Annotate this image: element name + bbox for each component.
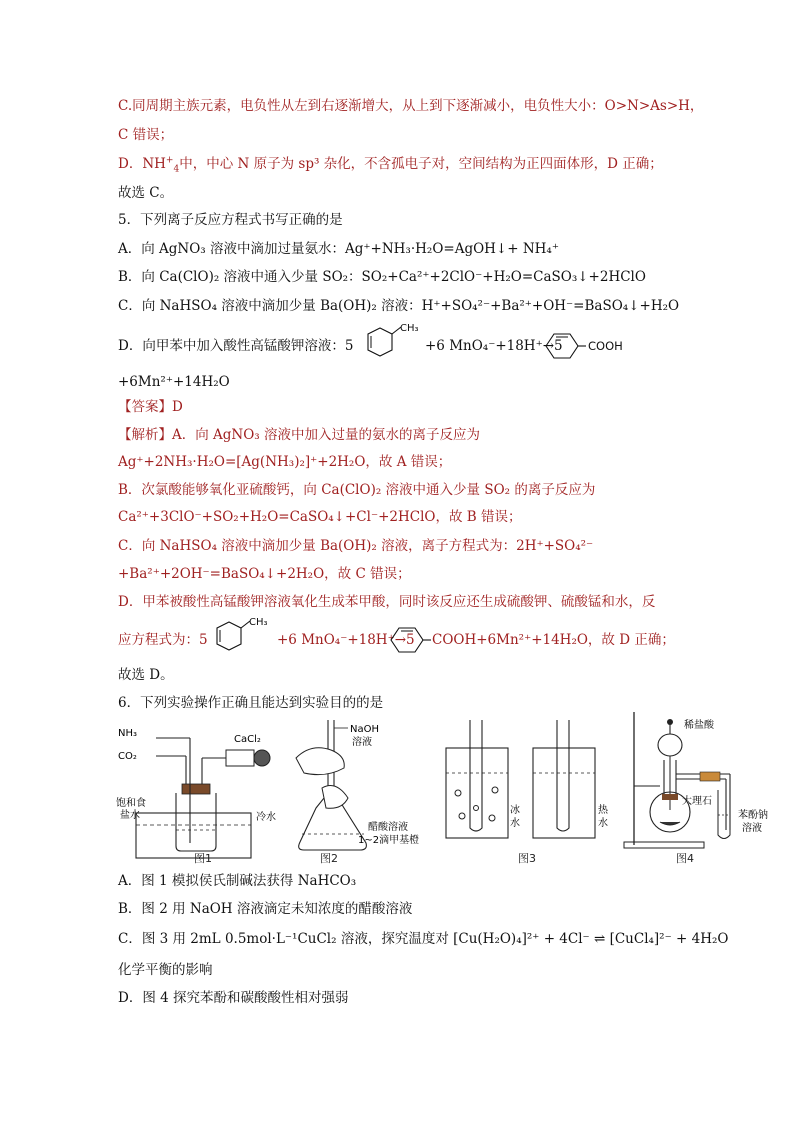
q5-option-d-mid: +6 MnO₄⁻+18H⁺→5 — [425, 338, 563, 354]
q5-answer — [118, 398, 183, 416]
q6-option-c-equation: [Cu(H₂O)₄]²⁺ + 4Cl⁻ ⇌ [CuCl₄]²⁻ + 4H₂O — [453, 931, 729, 947]
fig1-cacl2-label: CaCl₂ — [234, 734, 261, 745]
q5-option-a: A．向 AgNO₃ 溶液中滴加过量氨水：Ag⁺+NH₃·H₂O=AgOH↓+ NH₄⁺ — [118, 241, 559, 257]
fig3-ice-label-1: 冰 — [510, 805, 520, 816]
q5-option-d-tail: +6Mn²⁺+14H₂O — [118, 374, 230, 390]
fig4-phenol-label-2: 溶液 — [742, 823, 762, 834]
fig2-naoh-label-2: 溶液 — [352, 737, 372, 748]
fig2-acid-label-2: 1~2滴甲基橙 — [358, 835, 420, 846]
fig1-co2-label: CO₂ — [118, 751, 137, 762]
fig1-caption: 图1 — [194, 852, 212, 865]
fig4-hcl-label: 稀盐酸 — [684, 720, 714, 731]
q5-option-b: B．向 Ca(ClO)₂ 溶液中通入少量 SO₂：SO₂+Ca²⁺+2ClO⁻+H₂O=CaSO₃↓+2HClO — [118, 269, 646, 285]
figure-2-diagram — [286, 718, 436, 868]
q6-option-c — [118, 930, 728, 948]
q5-analysis-d2-mid: +6 MnO₄⁻+18H⁺→5 — [277, 632, 415, 648]
fig4-caption: 图4 — [676, 852, 694, 865]
answer-value: D — [172, 399, 183, 415]
analysis-d-suffix: 中，中心 N 原子为 sp³ 杂化，不含孤电子对，空间结构为正四面体形，D 正确； — [179, 156, 663, 172]
q6-option-a: A．图 1 模拟侯氏制碱法获得 NaHCO₃ — [118, 873, 357, 889]
fig1-nh3-label: NH₃ — [118, 728, 138, 739]
fig2-acid-label-1: 醋酸溶液 — [368, 822, 408, 833]
fig2-caption: 图2 — [320, 852, 338, 865]
q6-option-b: B．图 2 用 NaOH 溶液滴定未知浓度的醋酸溶液 — [118, 901, 413, 917]
analysis-label: 【解析】 — [118, 427, 172, 443]
q5-analysis-c2: +Ba²⁺+2OH⁻=BaSO₄↓+2H₂O，故 C 错误； — [118, 566, 411, 582]
analysis-toluene-structure-icon — [204, 616, 279, 660]
figure-3-diagram — [440, 718, 615, 868]
analysis-c-line2: C 错误； — [118, 127, 174, 143]
q5-analysis-d1: D．甲苯被酸性高锰酸钾溶液氧化生成苯甲酸，同时该反应还生成硫酸钾、硫酸锰和水，反 — [118, 594, 656, 610]
figure-4-diagram — [620, 710, 790, 860]
q5-choose-d: 故选 D。 — [118, 667, 174, 683]
fig1-brine-label-1: 饱和食 — [116, 798, 146, 809]
analysis-choose-c: 故选 C。 — [118, 185, 174, 201]
figure-1-diagram — [116, 718, 284, 868]
fig4-phenol-label-1: 苯酚钠 — [738, 810, 768, 821]
analysis-benzoic-ring-icon — [385, 624, 431, 658]
q6-option-c-prefix: C．图 3 用 2mL 0.5mol·L⁻¹CuCl₂ 溶液，探究温度对 — [118, 931, 449, 947]
analysis-d-prefix: D．NH — [118, 156, 166, 172]
analysis-toluene-ch3-label: CH₃ — [249, 617, 268, 628]
fig3-caption: 图3 — [518, 852, 536, 865]
fig3-ice-label-2: 水 — [510, 818, 520, 829]
q6-option-d: D．图 4 探究苯酚和碳酸酸性相对强弱 — [118, 990, 349, 1006]
analysis-d-line: D．$NH^+_4$中，中心 N 原子为 sp³ 杂化，不含孤电子对，空间结构为正四面体形，D 正确； — [118, 155, 663, 175]
q6-option-c-line2: 化学平衡的影响 — [118, 962, 213, 978]
fig4-marble-label: 大理石 — [682, 796, 712, 807]
q5-analysis-b1: B．次氯酸能够氧化亚硫酸钙，向 Ca(ClO)₂ 溶液中通入少量 SO₂ 的离子反应为 — [118, 482, 596, 498]
q5-analysis-c1: C．向 NaHSO₄ 溶液中滴加少量 Ba(OH)₂ 溶液，离子方程式为：2H⁺+SO₄²⁻ — [118, 538, 594, 554]
analysis-c-line1: C.同周期主族元素，电负性从左到右逐渐增大，从上到下逐渐减小，电负性大小：O>N>As>H， — [118, 98, 704, 114]
q5-analysis-d2-prefix: 应方程式为：5 — [118, 632, 208, 648]
q5-analysis-a2: Ag⁺+2NH₃·H₂O=[Ag(NH₃)₂]⁺+2H₂O，故 A 错误； — [118, 454, 452, 470]
fig2-naoh-label-1: NaOH — [350, 724, 379, 735]
q5-analysis-a1 — [118, 426, 480, 444]
fig3-hot-label-2: 水 — [598, 818, 608, 829]
analysis-a1-text: A．向 AgNO₃ 溶液中加入过量的氨水的离子反应为 — [172, 427, 481, 443]
q5-analysis-b2: Ca²⁺+3ClO⁻+SO₂+H₂O=CaSO₄↓+Cl⁻+2HClO，故 B 错误； — [118, 509, 522, 525]
answer-label: 【答案】 — [118, 399, 172, 415]
benzoic-acid-cooh-label: COOH — [588, 339, 623, 353]
toluene-ch3-label: CH₃ — [400, 323, 419, 334]
q5-option-c: C．向 NaHSO₄ 溶液中滴加少量 Ba(OH)₂ 溶液：H⁺+SO₄²⁻+Ba²⁺+OH⁻=BaSO₄↓+H₂O — [118, 298, 680, 314]
toluene-structure-icon — [355, 322, 430, 366]
fig1-cold-water-label: 冷水 — [256, 812, 276, 823]
q5-analysis-d2-tail: COOH+6Mn²⁺+14H₂O，故 D 正确； — [432, 632, 675, 648]
q5-stem: 5．下列离子反应方程式书写正确的是 — [118, 212, 343, 228]
q5-option-d-prefix: D．向甲苯中加入酸性高锰酸钾溶液：5 — [118, 338, 354, 354]
benzoic-acid-structure-icon — [540, 330, 640, 364]
q5-option-d — [118, 337, 353, 355]
fig1-brine-label-2: 盐水 — [120, 810, 140, 821]
q6-stem: 6．下列实验操作正确且能达到实验目的的是 — [118, 695, 384, 711]
fig3-hot-label-1: 热 — [598, 805, 608, 816]
